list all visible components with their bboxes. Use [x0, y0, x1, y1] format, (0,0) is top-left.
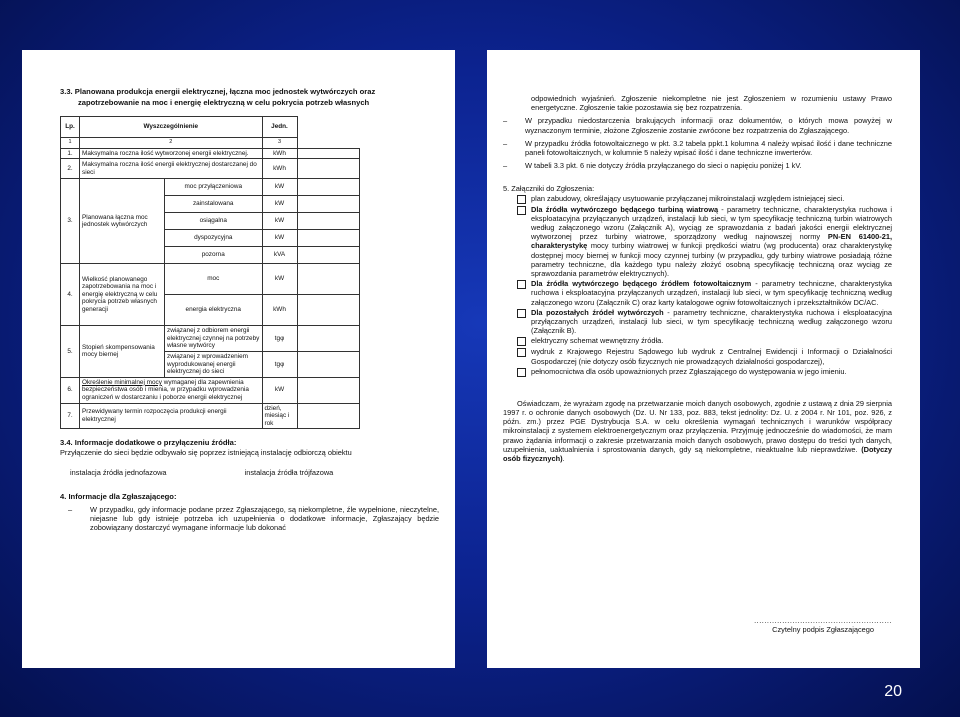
sub-label: moc [165, 264, 263, 295]
attachment-item [503, 279, 892, 307]
section-4-title: 4. Informacje dla Zgłaszającego: [60, 491, 177, 501]
row-unit: kWh [262, 295, 297, 326]
checkbox[interactable] [517, 195, 526, 204]
row-unit: kW [262, 377, 297, 403]
info-item [503, 139, 892, 157]
value-cell[interactable] [297, 179, 360, 196]
signature-block [754, 616, 892, 634]
value-cell[interactable] [297, 196, 360, 213]
value-cell[interactable] [297, 230, 360, 247]
row-unit: tgφ [262, 351, 297, 377]
attachment-item [503, 205, 892, 279]
attachment-text: pełnomocnictwa dla osób upoważnionych przez Zgłaszającego do występowania w jego imieniu. [531, 366, 847, 376]
section-3-4-text: Przyłączenie do sieci będzie odbywało się poprzez istniejącą instalację odbiorczą obiektu [60, 448, 352, 458]
consent-statement: Oświadczam, że wyrażam zgodę na przetwarzanie moich danych osobowych, zgodnie z ustawą z dnia 29 sierpnia 1997 r. o ochronie danych osobowych (Dz. U. Nr 133, poz. 883, tekst jednolity: Dz. U. z 2004 r. Nr 101, poz. 926, z późn. zm.) przez PGE Dystrybucja S.A. w celu określenia wymagań technicznych i warunków współpracy mikroinstalacji z systemem elektroenergetycznym oraz przyłączenia. Przyjmuję jednocześnie do wiadomości, że mam prawo żądania informacji o zakresie przetwarzania moich danych osobowych, prawo dostępu do treści tych danych, uzupełnienia, uaktualnienia i sprostowania danych, gdy są niekompletne, nieaktualne lub nieprawdziwe. (Dotyczy osób fizycznych). [503, 398, 892, 464]
dash-marker: – [503, 161, 508, 171]
row-description [80, 377, 263, 403]
value-cell[interactable] [297, 377, 360, 403]
sub-label: związanej z odbiorem energii elektrycznej czynnej na potrzeby własne wytwórcy [165, 326, 263, 352]
sub-label: energia elektryczna [165, 295, 263, 326]
value-cell[interactable] [297, 295, 360, 326]
slide-number: 20 [884, 683, 902, 700]
attachment-text-part: - parametry techniczne, charakterystyka ruchowa i eksploatacyjna przyłączanych urządzeń, instalacji lub sieci, w tym specyfikację techniczną według załączonego wzoru (Załącznik C) oraz karty katalogowe ogniw fotowoltaicznych i przekształtników DC/AC. [531, 279, 892, 307]
document-page-right [487, 50, 920, 668]
underlined-phrase: Określenie minimalnej mocy [82, 378, 162, 386]
production-table [60, 116, 360, 429]
attachment-item [503, 336, 892, 346]
option-single-phase[interactable]: instalacja źródła jednofazowa [70, 467, 167, 477]
signature-label: Czytelny podpis Zgłaszającego [772, 625, 874, 634]
row-unit: kVA [262, 247, 297, 264]
row-unit: dzień, miesiąc i rok [262, 403, 297, 429]
row-lp: 1. [61, 148, 80, 159]
attachment-text [531, 205, 892, 279]
row-lp: 2. [61, 159, 80, 179]
row-unit: kWh [262, 159, 297, 179]
section-3-3-title-cont: zapotrzebowanie na moc i energię elektryczną w celu pokrycia potrzeb własnych [78, 98, 370, 107]
info-item-text: W przypadku niedostarczenia brakujących informacji oraz dokumentów, o których mowa powyżej w wyznaczonym terminie, złożone Zgłoszenie zostanie zwrócone bez rozpatrzenia do Zgłaszającego. [525, 116, 892, 135]
attachment-item [503, 347, 892, 365]
attachment-item [503, 308, 892, 336]
sub-label: związanej z wprowadzeniem wyprodukowanej energii elektrycznej do sieci [165, 351, 263, 377]
consent-note: (Dotyczy osób fizycznych) [503, 444, 892, 464]
attachment-item [503, 194, 892, 204]
col-number: 2 [80, 138, 263, 149]
attachment-text: wydruk z Krajowego Rejestru Sądowego lub wydruk z Centralnej Ewidencji i Informacji o Działalności Gospodarczej (nie dotyczy osób fizycznych nie prowadzących działalności gospodarczej), [531, 347, 892, 366]
info-item [503, 161, 892, 170]
row-unit: kW [262, 213, 297, 230]
row-description: Wielkość planowanego zapotrzebowania na moc i energię elektryczną w celu pokrycia potrzeb własnych generacji [80, 264, 165, 326]
sub-label: zainstalowana [165, 196, 263, 213]
attachment-bold: Dla źródła wytwórczego będącego źródłem fotowoltaicznym [531, 279, 752, 289]
checkbox[interactable] [517, 337, 526, 346]
row-description-rest: wymaganej dla zapewnienia bezpieczeństwa osób i mienia, w przypadku wprowadzenia ograniczeń w dostarczaniu i poborze energii elektrycznej [82, 378, 249, 401]
attachment-text [531, 279, 892, 307]
header-description: Wyszczególnienie [80, 117, 263, 138]
row-lp: 6. [61, 377, 80, 403]
checkbox[interactable] [517, 309, 526, 318]
row-description: Przewidywany termin rozpoczęcia produkcji energii elektrycznej [80, 403, 263, 429]
consent-text: Oświadczam, że wyrażam zgodę na przetwarzanie moich danych osobowych, zgodnie z ustawą z dnia 29 sierpnia 1997 r. o ochronie danych osobowych (Dz. U. Nr 133, poz. 883, tekst jednolity: Dz. U. z 2004 r. Nr 101, poz. 926, z późn. zm.) przez PGE Dystrybucja S.A. w celu określenia wymagań technicznych i warunków współpracy mikroinstalacji z systemem elektroenergetycznym oraz przyłączenia. Przyjmuję jednocześnie do wiadomości, że mam prawo żądania informacji o zakresie przetwarzania moich danych osobowych, prawo dostępu do treści tych danych, uzupełnienia, uaktualnienia i sprostowania danych, gdy są niekompletne, nieaktualne lub nieprawdziwe. [503, 398, 892, 454]
row-description: Maksymalna roczna ilość energii elektrycznej dostarczanej do sieci [80, 159, 263, 179]
col-number: 3 [262, 138, 297, 149]
info-item-text: W przypadku źródła fotowoltaicznego w pkt. 3.2 tabela ppkt.1 kolumna 4 należy wpisać ilość i dane techniczne paneli fotowoltaicznych, w kolumnie 5 należy wpisać ilość i dane techniczne inwerterów. [525, 138, 892, 158]
row-unit: kW [262, 264, 297, 295]
value-cell[interactable] [297, 247, 360, 264]
info-item-text: W tabeli 3.3 pkt. 6 nie dotyczy źródła przyłączanego do sieci o napięciu poniżej 1 kV. [525, 161, 802, 171]
checkbox[interactable] [517, 280, 526, 289]
dash-marker: – [503, 138, 508, 148]
attachment-bold: Dla pozostałych źródeł wytwórczych [531, 307, 664, 317]
attachment-text: plan zabudowy, określający usytuowanie przyłączanej mikroinstalacji względem istniejącej sieci. [531, 193, 845, 203]
row-description: Maksymalna roczna ilość wytworzonej energii elektrycznej. [80, 148, 263, 159]
col-number: 1 [61, 138, 80, 149]
info-item-text: W przypadku, gdy informacje podane przez Zgłaszającego, są niekompletne, źle wypełnione, nieczytelne, niejasne lub gdy istnieje potrzeba ich uzupełnienia o dodatkowe informacje, Zgłaszający będzie zobowiązany dostarczyć wymagane informacje lub dokonać [90, 504, 439, 533]
attachment-text-part: - parametry techniczne, charakterystyka ruchowa i eksploatacyjna przyłączanych urządzeń, instalacji lub sieci, w tym specyfikację techniczną według załączonego wzoru (Załącznik B). [531, 307, 892, 336]
value-cell[interactable] [297, 159, 360, 179]
checkbox[interactable] [517, 348, 526, 357]
header-unit: Jedn. [262, 117, 297, 138]
sub-label: dyspozycyjna [165, 230, 263, 247]
attachment-item [503, 367, 892, 377]
connection-options [60, 468, 439, 477]
attachment-text: elektryczny schemat wewnętrzny źródła. [531, 336, 664, 346]
row-unit: tgφ [262, 326, 297, 352]
row-lp: 4. [61, 264, 80, 326]
row-description: Stopień skompensowania mocy biernej [80, 326, 165, 378]
continued-text: odpowiednich wyjaśnień. Zgłoszenie niekompletne nie jest Zgłoszeniem w rozumieniu ustawy Prawo energetyczne. Zgłoszenie takie pozostawia się bez rozpatrzenia. [531, 94, 892, 113]
row-lp: 5. [61, 326, 80, 378]
info-item [503, 116, 892, 134]
sub-label: osiągalna [165, 213, 263, 230]
attachment-text [531, 308, 892, 336]
row-description: Planowana łączna moc jednostek wytwórczych [80, 179, 165, 264]
value-cell[interactable] [297, 403, 360, 429]
row-lp: 7. [61, 403, 80, 429]
value-cell[interactable] [297, 326, 360, 352]
section-5-title: 5. Załączniki do Zgłoszenia: [503, 184, 595, 194]
value-cell[interactable] [297, 213, 360, 230]
value-column [297, 117, 360, 149]
sub-label: pozorna [165, 247, 263, 264]
header-lp: Lp. [61, 117, 80, 138]
section-3-4-title: 3.4. Informacje dodatkowe o przyłączeniu źródła: [60, 438, 237, 448]
attachment-text-part: - parametry techniczne, charakterystyka ruchowa i eksploatacyjna przyłączanych urządzeń, instalacji lub sieci, w tym specyfikację techniczną turbin wiatrowych według załączonego wzoru (Załącznik A), wyciąg ze sprawozdania z badań jakości energii elektrycznej wytworzonej przez turbiny wiatrowe, sporządzony według najnowszej normy [531, 204, 892, 242]
signature-line[interactable]: ...................................................... [754, 616, 892, 625]
attachment-text-part: mocy turbiny wiatrowej w funkcji prędkości wiatru (wg producenta) oraz charakterystykę dostępnej mocy biernej w funkcji mocy czynnej turbiny (w przypadku, gdy turbiny wiatrowe posiadają różne parametry techniczne, dla każdego typu należy złożyć osobną specyfikację techniczną oraz wyciąg ze sprawozdania parametrów elektrycznych). [531, 241, 892, 279]
row-unit: kW [262, 179, 297, 196]
section-3-3-title: 3.3. Planowana produkcja energii elektrycznej, łączna moc jednostek wytwórczych oraz [60, 87, 376, 96]
dash-marker: – [503, 116, 508, 126]
sub-label: moc przyłączeniowa [165, 179, 263, 196]
attachment-norm: PN-EN 61400-21, charakterystykę [531, 232, 892, 251]
row-lp: 3. [61, 179, 80, 264]
checkbox[interactable] [517, 206, 526, 215]
option-three-phase[interactable]: instalacja źródła trójfazowa [244, 467, 334, 477]
value-cell[interactable] [297, 148, 360, 159]
value-cell[interactable] [297, 351, 360, 377]
attachment-bold: Dla źródła wytwórczego będącego turbiną wiatrową [531, 204, 719, 214]
dash-marker: – [68, 504, 73, 514]
info-item [60, 505, 439, 533]
row-unit: kW [262, 196, 297, 213]
row-unit: kWh [262, 148, 297, 159]
row-unit: kW [262, 230, 297, 247]
value-cell[interactable] [297, 264, 360, 295]
document-page-left [22, 50, 455, 668]
checkbox[interactable] [517, 368, 526, 377]
